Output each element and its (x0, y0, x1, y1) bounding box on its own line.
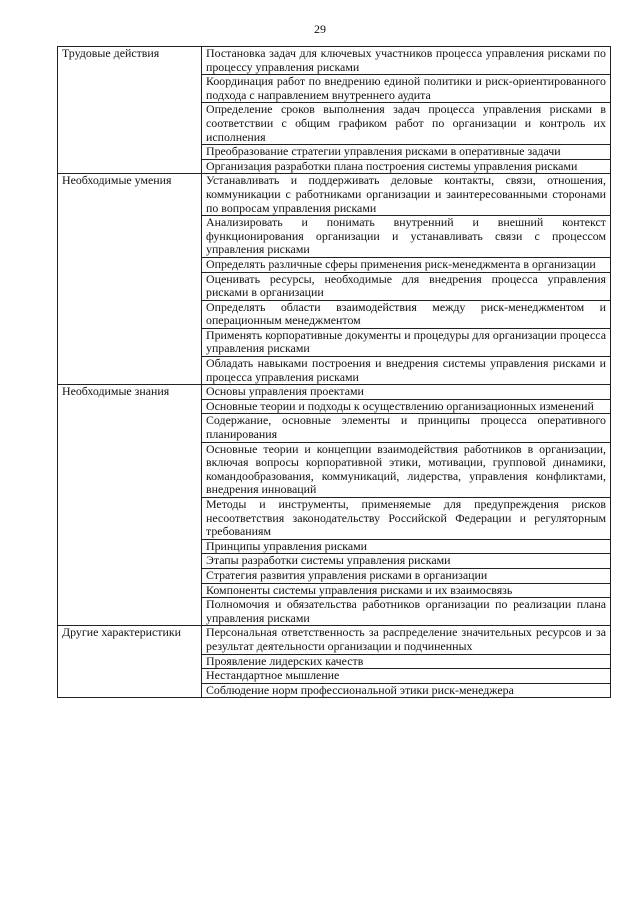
table-row (58, 47, 611, 75)
section-item: Принципы управления рисками (202, 539, 611, 554)
section-item: Методы и инструменты, применяемые для предупреждения рисков несоответствия законодательству Российской Федерации и регуляторным требованиям (202, 498, 611, 540)
section-label: Трудовые действия (58, 47, 202, 174)
section-item: Постановка задач для ключевых участников процесса управления рисками по процессу управления рисками (202, 47, 611, 75)
section-item: Устанавливать и поддерживать деловые контакты, связи, отношения, коммуникации с работниками организации и заинтересованными сторонами по вопросам управления рисками (202, 174, 611, 216)
section-label: Необходимые знания (58, 385, 202, 626)
section-item: Определение сроков выполнения задач процесса управления рисками в соответствии с общим графиком работ по организации и контроль их исполнения (202, 103, 611, 145)
page-number: 29 (314, 22, 326, 36)
section-item: Координация работ по внедрению единой политики и риск-ориентированного подхода с направлением внутреннего аудита (202, 75, 611, 103)
section-item: Оценивать ресурсы, необходимые для внедрения процесса управления рисками в организации (202, 272, 611, 300)
section-label: Необходимые умения (58, 174, 202, 385)
section-item: Нестандартное мышление (202, 669, 611, 684)
section-item: Обладать навыками построения и внедрения системы управления рисками и процесса управления рисками (202, 357, 611, 385)
section-label: Другие характеристики (58, 626, 202, 698)
section-item: Определять различные сферы применения риск-менеджмента в организации (202, 257, 611, 272)
section-item: Организация разработки плана построения системы управления рисками (202, 159, 611, 174)
section-item: Применять корпоративные документы и процедуры для организации процесса управления рисками (202, 328, 611, 356)
section-item: Основные теории и подходы к осуществлению организационных изменений (202, 399, 611, 414)
section-item: Компоненты системы управления рисками и их взаимосвязь (202, 583, 611, 598)
section-item: Основы управления проектами (202, 385, 611, 400)
section-item: Определять области взаимодействия между риск-менеджментом и операционным менеджментом (202, 300, 611, 328)
section-item: Основные теории и концепции взаимодействия работников в организации, включая вопросы корпоративной этики, мотивации, групповой динамики, командообразования, коммуникаций, лидерства, управления конфликтами, внедрения инноваций (202, 442, 611, 497)
table-row (58, 385, 611, 400)
requirements-table-body (58, 47, 611, 698)
table-row (58, 174, 611, 216)
table-row (58, 626, 611, 654)
section-item: Полномочия и обязательства работников организации по реализации плана управления рисками (202, 598, 611, 626)
requirements-table (57, 46, 611, 698)
section-item: Анализировать и понимать внутренний и внешний контекст функционирования организации и устанавливать связи с процессом управления рисками (202, 216, 611, 258)
section-item: Проявление лидерских качеств (202, 654, 611, 669)
section-item: Содержание, основные элементы и принципы процесса оперативного планирования (202, 414, 611, 442)
section-item: Соблюдение норм профессиональной этики риск-менеджера (202, 683, 611, 698)
section-item: Преобразование стратегии управления рисками в оперативные задачи (202, 145, 611, 160)
section-item: Персональная ответственность за распределение значительных ресурсов и за результат деятельности организации и подчиненных (202, 626, 611, 654)
section-item: Этапы разработки системы управления рисками (202, 554, 611, 569)
section-item: Стратегия развития управления рисками в организации (202, 568, 611, 583)
